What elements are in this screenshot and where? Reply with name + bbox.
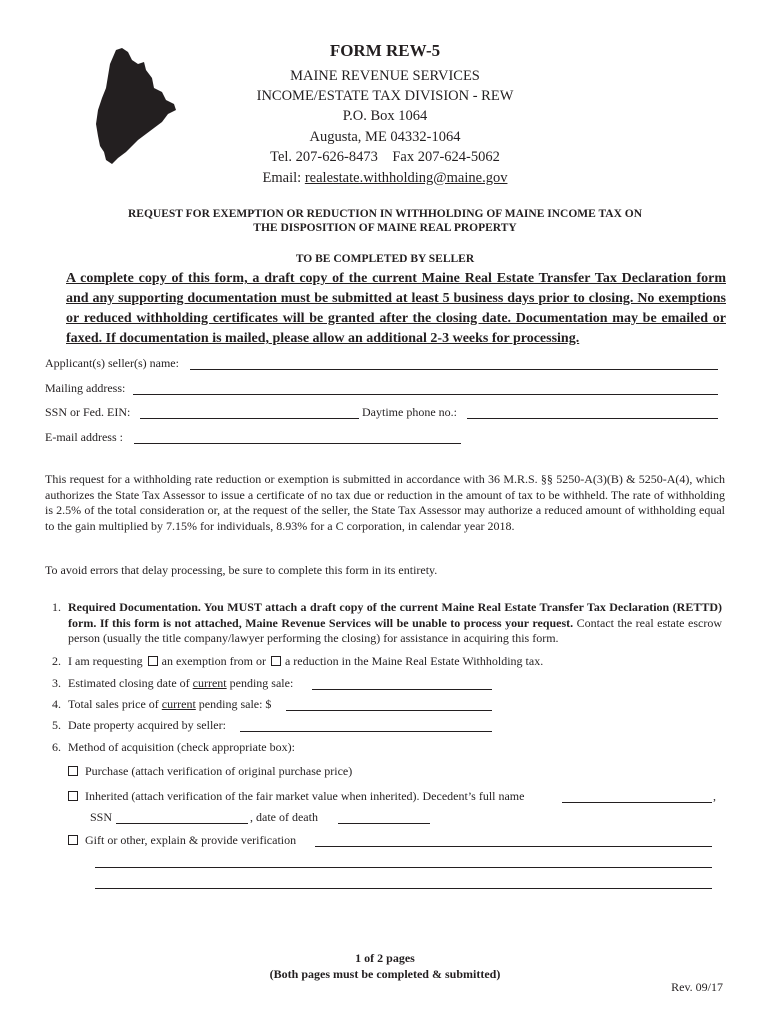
item-3-tail: pending sale: [226, 676, 294, 690]
item-5-number: 5. [52, 718, 61, 732]
item-1-text [68, 600, 722, 647]
item-4-current: current [161, 697, 196, 711]
purchase-label: Purchase (attach verification of original purchase price) [85, 764, 353, 778]
item-3-current: current [192, 676, 227, 690]
email-input[interactable] [134, 443, 461, 444]
division-name: INCOME/ESTATE TAX DIVISION - REW [256, 88, 514, 104]
item-3-number: 3. [52, 676, 61, 690]
item-4-lead: Total sales price of [68, 697, 162, 711]
po-box: P.O. Box 1064 [342, 108, 428, 124]
authority-paragraph: This request for a withholding rate reduction or exemption is submitted in accordance with 36 M.R.S. §§ 5250-A(3)(B) & 5250-A(4), which authorizes the State Tax Assessor to issue a certificate of no tax due or reduction in the amount of tax to be withheld. The rate of withholding is 2.5% of the total consideration or, at the request of the seller, the State Tax Assessor may authorize a reduced amount of withholding equal to the gain multiplied by 7.15% for individuals, 8.93% for a C corporation, in calendar year 2018. [45, 472, 725, 533]
revision: Rev. 09/17 [671, 980, 723, 994]
phone-fax: Tel. 207-626-8473 Fax 207-624-5062 [270, 149, 500, 165]
phone-label: Daytime phone no.: [362, 405, 457, 419]
inherited-option [66, 789, 524, 805]
applicant-label: Applicant(s) seller(s) name: [45, 356, 179, 370]
item-3-lead: Estimated closing date of [68, 676, 193, 690]
decedent-ssn-input[interactable] [116, 823, 248, 824]
city-address: Augusta, ME 04332-1064 [309, 129, 461, 145]
reduction-checkbox[interactable] [271, 656, 281, 666]
mailing-input[interactable] [133, 394, 718, 395]
gift-checkbox[interactable] [68, 835, 78, 845]
gift-explanation-input-3[interactable] [95, 888, 712, 889]
instruction-paragraph: To avoid errors that delay processing, be sure to complete this form in its entirety. [45, 563, 438, 577]
item-4-number: 4. [52, 697, 61, 711]
item-6-number: 6. [52, 740, 61, 754]
item-3-text [68, 676, 293, 692]
item-4-text [68, 697, 271, 713]
item-4-tail: pending sale: $ [195, 697, 272, 711]
gift-explanation-input-1[interactable] [315, 846, 712, 847]
pages-note: (Both pages must be completed & submitted) [269, 967, 501, 981]
mailing-label: Mailing address: [45, 381, 126, 395]
ssn-label: SSN or Fed. EIN: [45, 405, 131, 419]
email-link[interactable]: realestate.withholding@maine.gov [304, 170, 508, 186]
request-heading-1: REQUEST FOR EXEMPTION OR REDUCTION IN WITHHOLDING OF MAINE INCOME TAX ON [127, 208, 643, 220]
sales-price-input[interactable] [286, 710, 492, 711]
closing-date-input[interactable] [312, 689, 492, 690]
gift-option [66, 833, 296, 849]
submission-notice: A complete copy of this form, a draft copy of the current Maine Real Estate Transfer Tax Declaration form and any supporting documentation must be submitted at least 5 business days prior to closing. No exemptions or reduced withholding certificates will be granted after the closing date. Documentation may be emailed or faxed. If documentation is mailed, please allow an additional 2-3 weeks for processing. [66, 271, 726, 346]
ssn-death-label: SSN [90, 810, 113, 824]
seller-heading: TO BE COMPLETED BY SELLER [295, 253, 475, 265]
email-line [0, 168, 770, 188]
exemption-label: an exemption from or [161, 654, 266, 668]
applicant-input[interactable] [190, 369, 718, 370]
purchase-checkbox[interactable] [68, 766, 78, 776]
email-label: Email: [262, 170, 305, 186]
item-6-text: Method of acquisition (check appropriate box): [68, 740, 295, 754]
inherited-checkbox[interactable] [68, 791, 78, 801]
item-2-lead: I am requesting [68, 654, 143, 668]
email-field-label: E-mail address : [45, 430, 123, 444]
item-1-rest: Contact the real estate escrow person (usually the title company/lawyer performing the closing) for assistance in acquiring this form. [68, 615, 722, 645]
ssn-input[interactable] [140, 418, 359, 419]
comma: , [713, 789, 716, 803]
item-1-bold: Required Documentation. You MUST attach a draft copy of the current Maine Real Estate Transfer Tax Declaration (RETTD) form. If this form is not attached, Maine Revenue Services will be unable to process your request. [68, 600, 722, 630]
agency-name: MAINE REVENUE SERVICES [290, 68, 480, 84]
gift-explanation-input-2[interactable] [95, 867, 712, 868]
form-title: FORM REW-5 [329, 41, 441, 60]
phone-input[interactable] [467, 418, 718, 419]
exemption-checkbox[interactable] [148, 656, 158, 666]
death-label: , date of death [250, 810, 318, 824]
item-2-text [68, 654, 543, 670]
gift-label: Gift or other, explain & provide verification [85, 833, 297, 847]
item-1-number: 1. [52, 600, 61, 614]
acquired-date-input[interactable] [240, 731, 492, 732]
reduction-label: a reduction in the Maine Real Estate Withholding tax. [284, 654, 544, 668]
date-of-death-input[interactable] [338, 823, 430, 824]
decedent-name-input[interactable] [562, 802, 712, 803]
page-count: 1 of 2 pages [355, 951, 415, 965]
request-heading-2: THE DISPOSITION OF MAINE REAL PROPERTY [253, 222, 517, 234]
item-5-text: Date property acquired by seller: [68, 718, 226, 732]
purchase-option [66, 764, 352, 780]
inherited-label: Inherited (attach verification of the fair market value when inherited). Decedent’s full name [85, 789, 525, 803]
item-2-number: 2. [52, 654, 61, 668]
